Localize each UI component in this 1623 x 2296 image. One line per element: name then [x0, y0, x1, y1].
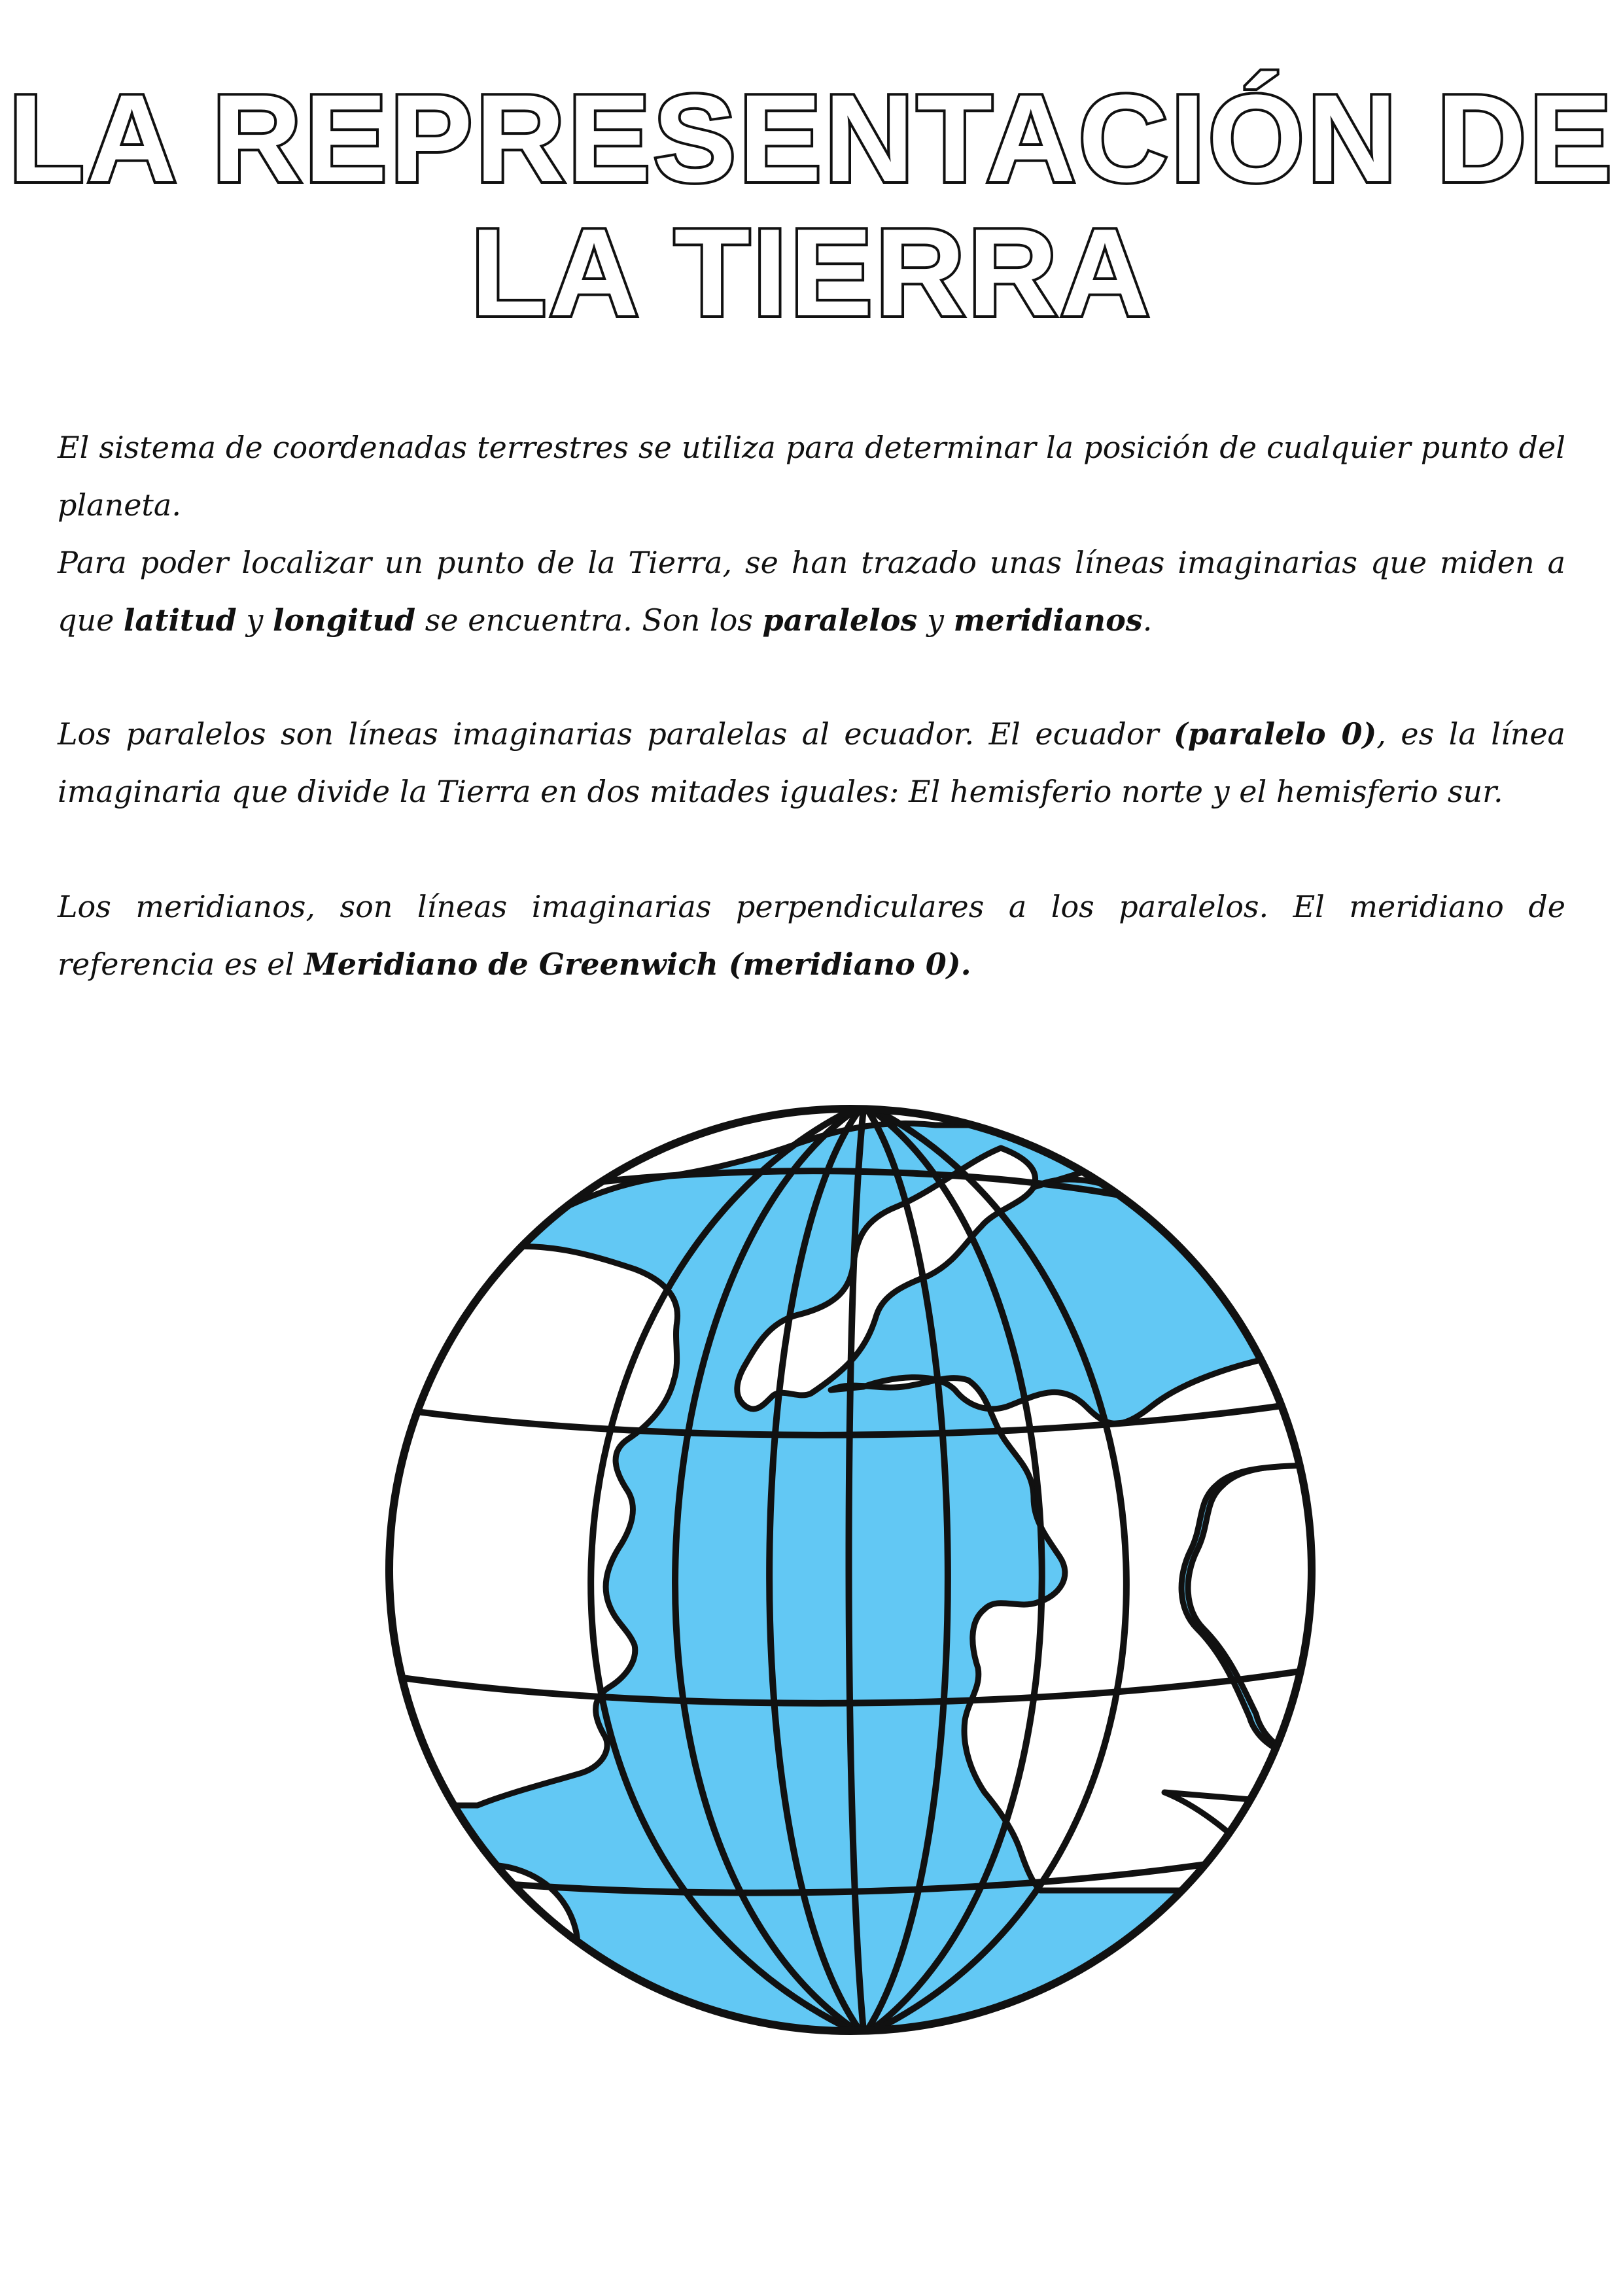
paragraph-1-sentence-1: El sistema de coordenadas terrestres se utiliza para determinar la posición de cualquier punto del planeta. — [58, 430, 1565, 523]
term-longitud: longitud — [273, 602, 416, 638]
globe-illustration — [379, 1099, 1321, 2041]
page-title — [0, 69, 1623, 342]
term-latitud: latitud — [123, 602, 237, 638]
term-meridiano-greenwich: Meridiano de Greenwich (meridiano 0). — [304, 947, 971, 982]
paragraph-coordinates — [58, 419, 1565, 649]
land-south-west — [379, 1864, 578, 2041]
paragraph-1-sentence-2: Para poder localizar un punto de la Tierra, se han trazado unas líneas imaginarias que miden a que — [58, 545, 1565, 638]
conjunction-2: y — [917, 602, 954, 638]
paragraph-paralelos — [58, 705, 1565, 820]
conjunction-1: y — [236, 602, 273, 638]
paragraph-meridianos — [58, 878, 1565, 993]
paragraph-1-end: . — [1142, 602, 1153, 638]
paragraph-3-start: Los meridianos, son líneas imaginarias perpendiculares a los paralelos. El meridiano de referencia es el — [58, 889, 1565, 982]
paragraph-2-end: , es la línea imaginaria que divide la Tierra en dos mitades iguales: El hemisferio norte y el hemisferio sur. — [58, 716, 1565, 809]
title-line-2: LA TIERRA — [470, 203, 1153, 342]
term-meridianos: meridianos — [953, 602, 1143, 638]
term-paralelos: paralelos — [762, 602, 918, 638]
term-paralelo-0: (paralelo 0) — [1173, 716, 1377, 752]
paragraph-1-middle: se encuentra. Son los — [415, 602, 763, 638]
title-line-1: LA REPRESENTACIÓN DE — [8, 69, 1615, 208]
paragraph-2-start: Los paralelos son líneas imaginarias paralelas al ecuador. El ecuador — [58, 716, 1174, 752]
